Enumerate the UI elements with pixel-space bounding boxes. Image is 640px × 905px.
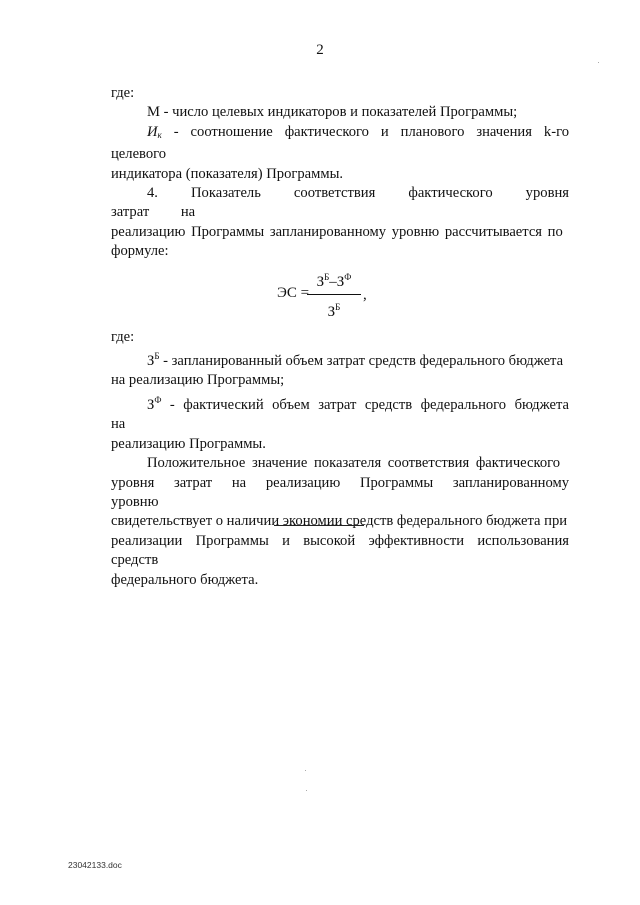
zf-definition-text: - фактический объем затрат средств федерального бюджета на: [111, 396, 569, 433]
conclusion-line-3: свидетельствует о наличии экономии средств федерального бюджета при: [111, 513, 568, 530]
scan-speck: [305, 770, 306, 771]
document-body: [111, 84, 569, 590]
definition-zf-cont: реализацию Программы.: [111, 435, 266, 452]
item-4-line-2: реализацию Программы запланированному уровню рассчитывается по: [111, 223, 563, 240]
where-label-2: где:: [111, 328, 135, 345]
zf-symbol: $З^Ф$: [147, 394, 162, 413]
conclusion-line-4: реализации Программы и высокой эффективности использования средств: [111, 532, 569, 569]
ik-definition-text: - соотношение фактического и планового значения k-го целевого: [111, 123, 569, 163]
definition-m: М - число целевых индикаторов и показателей Программы;: [147, 104, 518, 121]
formula-fraction: [307, 268, 361, 323]
formula-denominator: $З^Б$: [327, 302, 341, 321]
where-label: где:: [111, 85, 135, 101]
footer-file-code: 23042133.doc: [68, 860, 122, 870]
conclusion-line-1: Положительное значение показателя соответствия фактического: [147, 455, 561, 472]
closing-rule: [274, 525, 364, 526]
item-4-line-1: 4. Показатель соответствия фактического уровня затрат на: [111, 185, 569, 221]
page-number: 2: [316, 42, 324, 58]
definition-zb-cont: на реализацию Программы;: [111, 372, 285, 389]
scan-speck: [598, 62, 599, 63]
formula-lhs: ЭС =: [277, 284, 310, 301]
definition-ik: [111, 123, 569, 165]
formula-numerator: $З^Б-З^Ф$: [307, 268, 361, 295]
definition-ik-cont: индикатора (показателя) Программы.: [111, 165, 344, 182]
zb-definition-text: - запланированный объем затрат средств федерального бюджета: [159, 353, 564, 370]
definition-zf: [111, 391, 569, 435]
conclusion-line-5: федерального бюджета.: [111, 571, 259, 588]
scan-speck: [306, 790, 307, 791]
zb-symbol: $З^Б$: [147, 351, 160, 370]
conclusion-line-2: уровня затрат на реализацию Программы запланированному уровню: [111, 474, 569, 510]
item-4-line-3: формуле:: [111, 243, 169, 260]
formula-es: [111, 268, 569, 324]
formula-comma: ,: [363, 286, 367, 303]
definition-zb: [111, 347, 569, 371]
ik-symbol: Ик: [147, 123, 162, 140]
